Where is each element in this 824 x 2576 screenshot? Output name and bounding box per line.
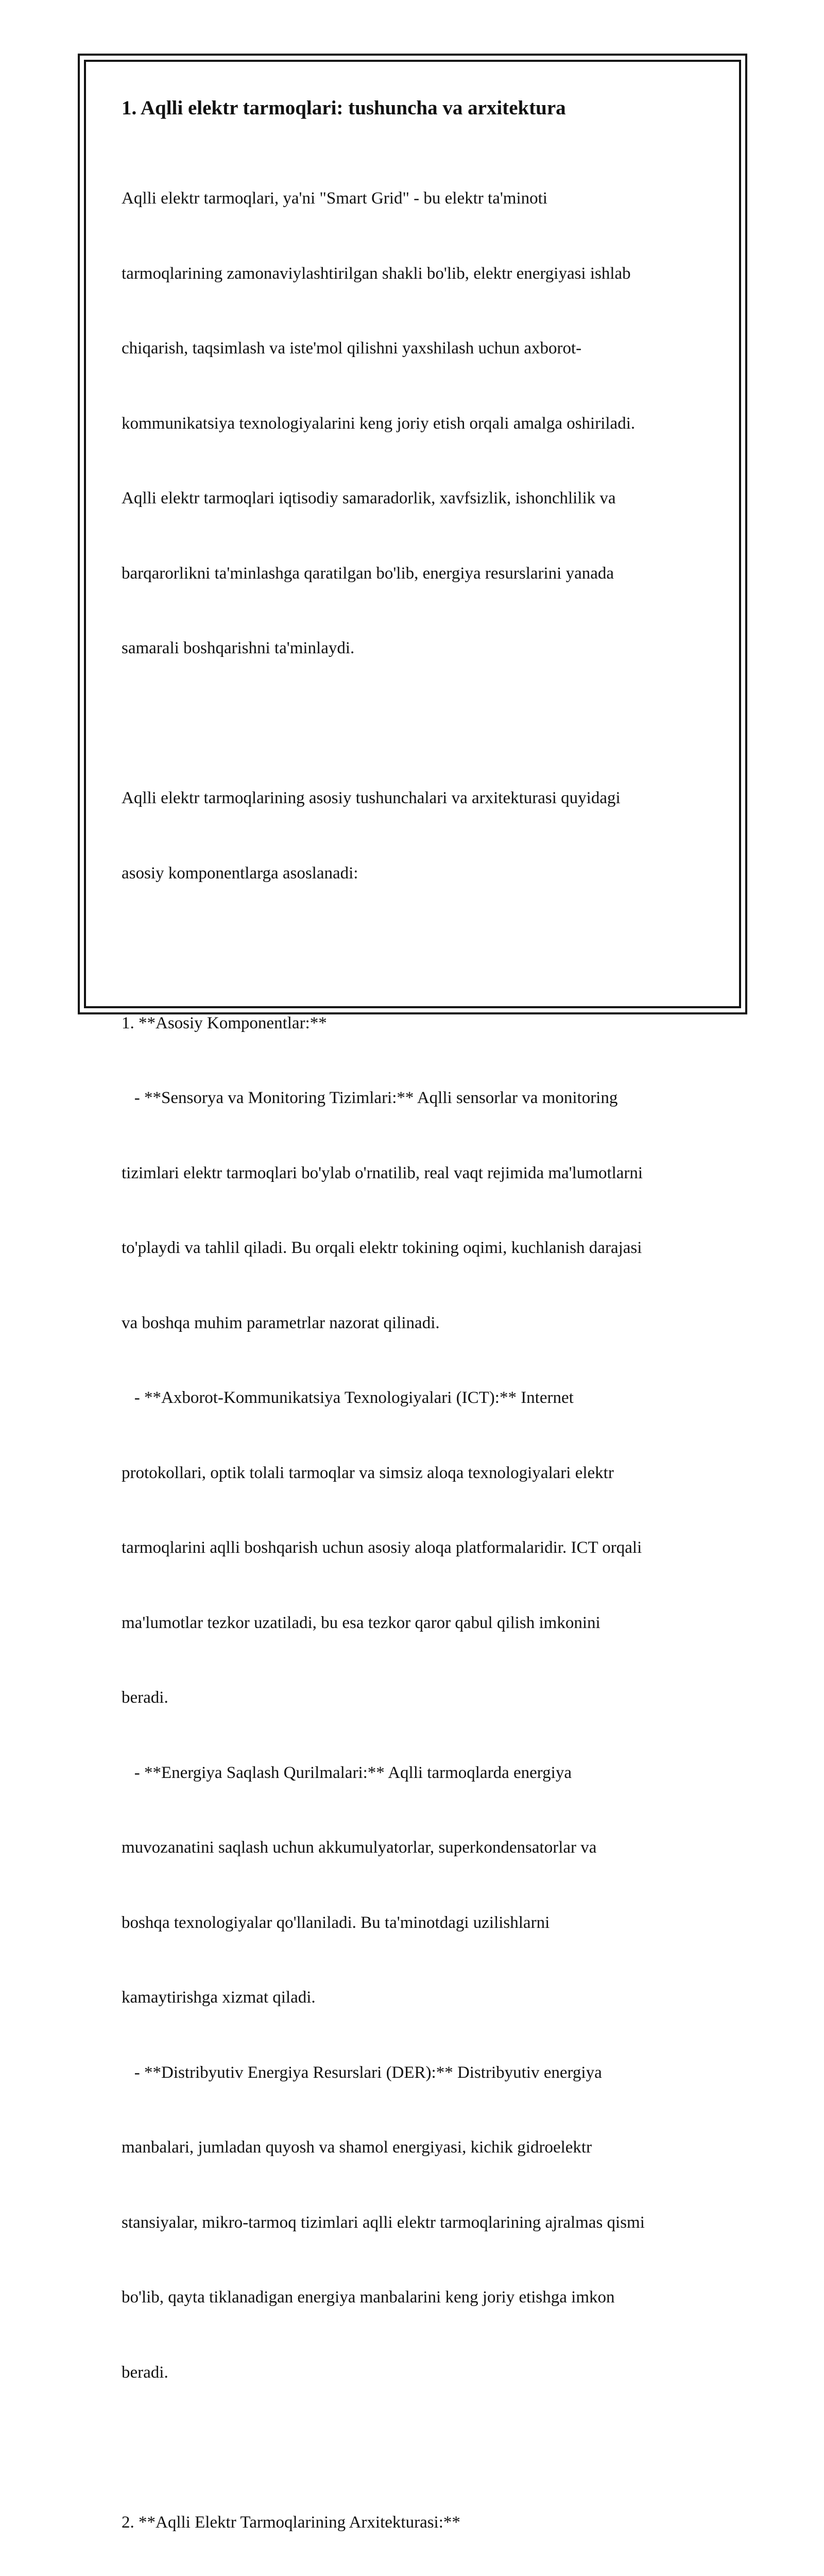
list-item: - **Axborot-Kommunikatsiya Texnologiyalari (ICT):** Internet	[122, 1388, 574, 1407]
body-text	[122, 136, 714, 2576]
text-line: kommunikatsiya texnologiyalarini keng joriy etish orqali amalga oshiriladi.	[122, 414, 636, 433]
text-line: protokollari, optik tolali tarmoqlar va simsiz aloqa texnologiyalari elektr	[122, 1463, 614, 1482]
text-line: manbalari, jumladan quyosh va shamol energiyasi, kichik gidroelektr	[122, 2138, 592, 2157]
text-line: beradi.	[122, 1688, 168, 1707]
blank-line	[122, 711, 714, 736]
text-line: Aqlli elektr tarmoqlarining asosiy tushunchalari va arxitekturasi quyidagi	[122, 789, 621, 807]
text-line: asosiy komponentlarga asoslanadi:	[122, 863, 358, 883]
list-heading: 1. **Asosiy Komponentlar:**	[122, 1013, 327, 1032]
blank-line	[122, 936, 714, 961]
text-line: bo'lib, qayta tiklanadigan energiya manbalarini keng joriy etishga imkon	[122, 2288, 615, 2307]
text-line: boshqa texnologiyalar qo'llaniladi. Bu ta'minotdagi uzilishlarni	[122, 1913, 550, 1932]
text-line: ma'lumotlar tezkor uzatiladi, bu esa tezkor qaror qabul qilish imkonini	[122, 1613, 600, 1632]
text-line: chiqarish, taqsimlash va iste'mol qilishni yaxshilash uchun axborot-	[122, 339, 582, 358]
text-line: stansiyalar, mikro-tarmoq tizimlari aqlli elektr tarmoqlarining ajralmas qismi	[122, 2213, 645, 2232]
text-line: tarmoqlarini aqlli boshqarish uchun asosiy aloqa platformalaridir. ICT orqali	[122, 1538, 642, 1557]
text-line: tizimlari elektr tarmoqlari bo'ylab o'rnatilib, real vaqt rejimida ma'lumotlarni	[122, 1163, 643, 1182]
blank-line	[122, 2435, 714, 2460]
section-heading: 1. Aqlli elektr tarmoqlari: tushuncha va arxitektura	[122, 97, 566, 119]
text-line: samarali boshqarishni ta'minlaydi.	[122, 639, 355, 657]
document-content	[122, 96, 714, 2576]
text-line: Aqlli elektr tarmoqlari, ya'ni "Smart Grid" - bu elektr ta'minoti	[122, 189, 547, 208]
text-line: beradi.	[122, 2363, 168, 2382]
text-line: muvozanatini saqlash uchun akkumulyatorlar, superkondensatorlar va	[122, 1838, 597, 1857]
text-line: kamaytirishga xizmat qiladi.	[122, 1988, 316, 2007]
text-line: tarmoqlarining zamonaviylashtirilgan shakli bo'lib, elektr energiyasi ishlab	[122, 264, 631, 283]
list-item: - **Energiya Saqlash Qurilmalari:** Aqlli tarmoqlarda energiya	[122, 1763, 572, 1782]
text-line: Aqlli elektr tarmoqlari iqtisodiy samaradorlik, xavfsizlik, ishonchlilik va	[122, 489, 616, 507]
text-line: barqarorlikni ta'minlashga qaratilgan bo'lib, energiya resurslarini yanada	[122, 564, 614, 583]
text-line: to'playdi va tahlil qiladi. Bu orqali elektr tokining oqimi, kuchlanish darajasi	[122, 1239, 642, 1257]
text-line: va boshqa muhim parametrlar nazorat qilinadi.	[122, 1313, 440, 1332]
list-item: - **Sensorya va Monitoring Tizimlari:** Aqlli sensorlar va monitoring	[122, 1089, 618, 1107]
list-heading: 2. **Aqlli Elektr Tarmoqlarining Arxitekturasi:**	[122, 2513, 460, 2532]
list-item: - **Distribyutiv Energiya Resurslari (DER):** Distribyutiv energiya	[122, 2063, 602, 2082]
